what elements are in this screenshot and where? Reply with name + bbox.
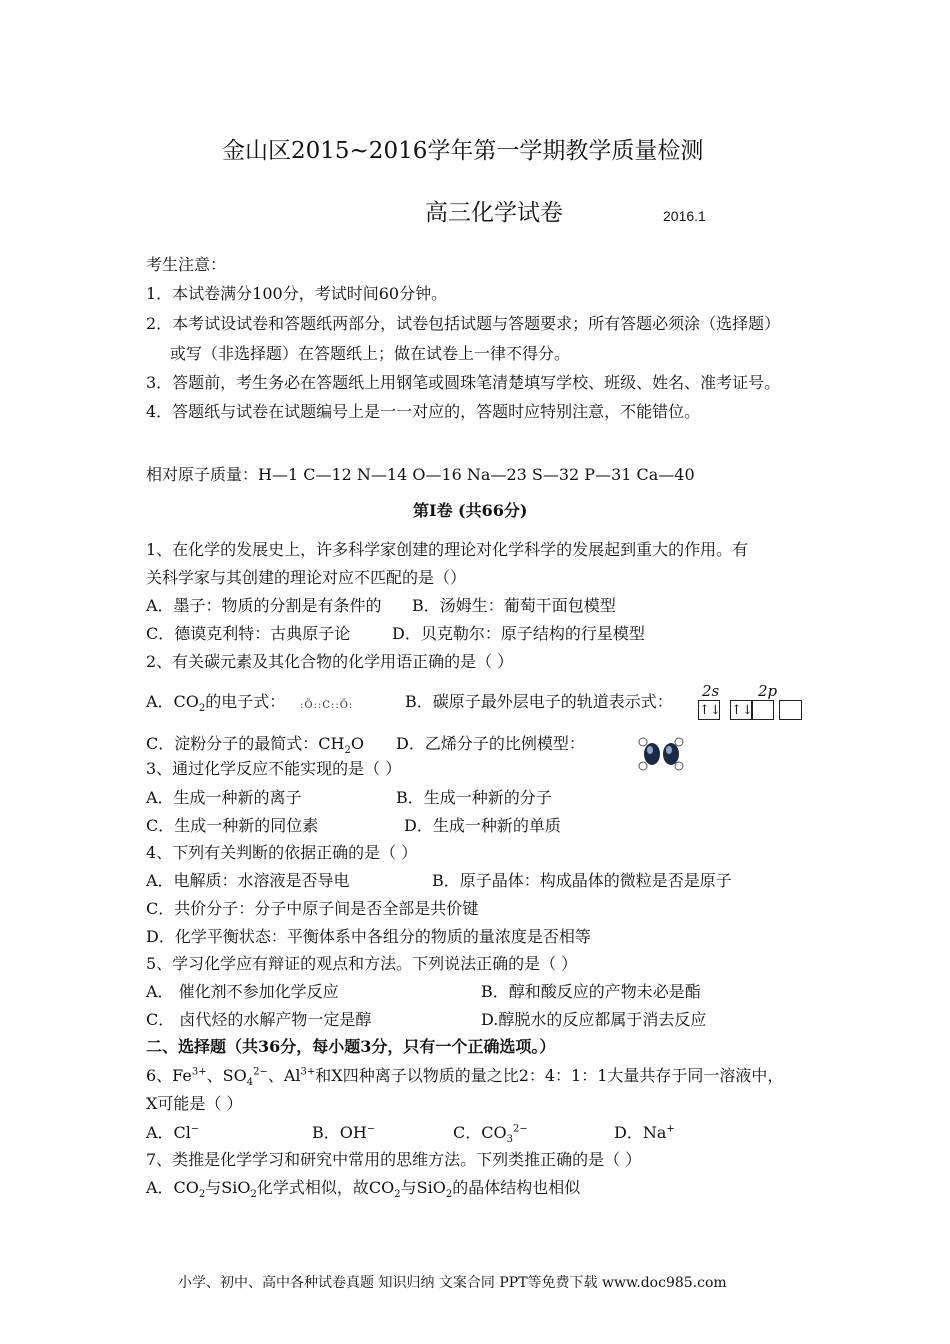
q7-a-sub3: 2 [394, 1189, 401, 1201]
q7-stem: 7、类推是化学学习和研究中常用的思维方法。下列类推正确的是（ ） [146, 1150, 642, 1169]
orbital-2p-box-3 [779, 700, 802, 720]
q7-a-part2: 与SiO [205, 1178, 251, 1197]
q6-option-c [453, 1122, 528, 1144]
q5-stem: 5、学习化学应有辩证的观点和方法。下列说法正确的是（ ） [146, 954, 578, 973]
q7-option-a [146, 1177, 580, 1199]
q5-option-c: C． 卤代烃的水解产物一定是醇 [146, 1010, 372, 1029]
notice-item-3: 3．答题前，考生务必在答题纸上用钢笔或圆珠笔清楚填写学校、班级、姓名、准考证号。 [146, 373, 781, 392]
q6-option-a [146, 1122, 199, 1144]
q2-option-c-pre: C．淀粉分子的最简式：CH [146, 734, 345, 753]
q6-option-b [312, 1122, 375, 1144]
q1-option-c: C．德谟克利特：古典原子论 [146, 624, 351, 643]
q2-option-c-sub: 2 [344, 745, 351, 757]
atomic-mass-line: 相对原子质量：H—1 C—12 N—14 O—16 Na—23 S—32 P—31 Ca—40 [146, 465, 695, 484]
co2-electron-formula: :Ö::C::Ö: [300, 700, 354, 711]
q2-stem: 2、有关碳元素及其化合物的化学用语正确的是（ ） [146, 652, 514, 671]
q3-option-d: D．生成一种新的单质 [404, 816, 561, 835]
q6-option-d [614, 1122, 675, 1144]
carbon-atom [644, 743, 660, 765]
q6-option-b-charge: − [366, 1123, 376, 1135]
q2-option-d: D．乙烯分子的比例模型： [396, 734, 585, 753]
carbon-highlight [647, 746, 653, 754]
q6-stem-line2: X可能是（ ） [146, 1094, 243, 1113]
q7-a-sub2: 2 [250, 1189, 257, 1201]
q6-option-d-text: D．Na [614, 1123, 667, 1142]
q1-stem-line1: 1、在化学的发展史上，许多科学家创建的理论对化学科学的发展起到重大的作用。有 [146, 540, 749, 559]
q6-stem-part1: 6、Fe [146, 1066, 192, 1085]
q7-a-part5: 的晶体结构也相似 [452, 1178, 581, 1197]
q6-option-b-text: B．OH [312, 1123, 367, 1142]
section-2-title: 二、选择题（共36分，每小题3分，只有一个正确选项。） [146, 1037, 556, 1056]
q5-option-d: D.醇脱水的反应都属于消去反应 [481, 1010, 707, 1029]
orbital-label-2s: 2s [702, 682, 720, 700]
q6-option-d-charge: + [666, 1123, 675, 1135]
orbital-2s-box: ↑↓ [698, 700, 720, 720]
q1-stem-line2: 关科学家与其创建的理论对应不匹配的是（） [146, 568, 467, 587]
q4-option-b: B．原子晶体：构成晶体的微粒是否是原子 [432, 871, 732, 890]
q6-so4-sub: 4 [246, 1077, 254, 1089]
q6-option-a-text: A．Cl [146, 1123, 191, 1142]
orbital-label-2p: 2p [758, 682, 778, 700]
q2-option-c [146, 733, 364, 755]
q6-option-c-text: C．CO [453, 1123, 507, 1142]
q1-option-d: D．贝克勒尔：原子结构的行星模型 [392, 624, 645, 643]
q1-option-a: A．墨子：物质的分割是有条件的 [146, 596, 382, 615]
carbon-atom [663, 743, 679, 765]
hydrogen-atom [675, 738, 683, 746]
notice-heading: 考生注意： [146, 255, 227, 274]
q7-a-part3: 化学式相似，故CO [256, 1178, 395, 1197]
notice-item-1: 1．本试卷满分100分，考试时间60分钟。 [146, 284, 448, 303]
q2-option-c-post: O [350, 734, 364, 753]
exam-date: 2016.1 [663, 208, 706, 224]
q4-option-c: C．共价分子：分子中原子间是否全部是共价键 [146, 899, 479, 918]
q6-stem-part4: 和X四种离子以物质的量之比2：4：1：1大量共存于同一溶液中， [315, 1066, 784, 1085]
q7-a-part1: A．CO [146, 1178, 199, 1197]
q6-option-a-charge: − [190, 1123, 200, 1135]
q6-so4-charge: 2− [253, 1066, 268, 1078]
q2-option-a [146, 691, 285, 713]
q7-a-part4: 与SiO [400, 1178, 446, 1197]
q6-al-charge: 3+ [300, 1066, 316, 1078]
exam-subtitle: 高三化学试卷 [425, 200, 563, 226]
q3-stem: 3、通过化学反应不能实现的是（ ） [146, 759, 402, 778]
q2-option-b: B．碳原子最外层电子的轨道表示式： [405, 692, 673, 711]
q2-option-a-pre: A．CO [146, 692, 199, 711]
section-1-title: 第Ⅰ卷 (共66分) [413, 501, 528, 520]
ethylene-space-filling-model [634, 734, 686, 774]
q6-stem-part3: 、Al [267, 1066, 301, 1085]
q6-stem-part2: 、SO [206, 1066, 247, 1085]
q4-option-a: A．电解质：水溶液是否导电 [146, 871, 350, 890]
q2-option-a-post: 的电子式： [205, 692, 286, 711]
q4-option-d: D．化学平衡状态：平衡体系中各组分的物质的量浓度是否相等 [146, 927, 591, 946]
notice-item-2-cont: 或写（非选择题）在答题纸上；做在试卷上一律不得分。 [170, 344, 571, 363]
q5-option-a: A． 催化剂不参加化学反应 [146, 982, 339, 1001]
q3-option-b: B．生成一种新的分子 [396, 788, 552, 807]
exam-title: 金山区2015~2016学年第一学期教学质量检测 [222, 138, 704, 164]
hydrogen-atom [639, 738, 647, 746]
hydrogen-atom [675, 762, 683, 770]
notice-item-2: 2．本考试设试卷和答题纸两部分，试卷包括试题与答题要求；所有答题必须涂（选择题） [146, 314, 781, 333]
q3-option-a: A．生成一种新的离子 [146, 788, 302, 807]
q3-option-c: C．生成一种新的同位素 [146, 816, 319, 835]
q7-a-sub1: 2 [198, 1189, 206, 1201]
q1-option-b: B．汤姆生：葡萄干面包模型 [412, 596, 616, 615]
q6-option-c-charge: 2− [512, 1123, 528, 1135]
hydrogen-atom [639, 762, 647, 770]
orbital-2p-box-2 [752, 700, 774, 720]
carbon-highlight [666, 746, 672, 754]
q6-fe-charge: 3+ [191, 1066, 207, 1078]
q6-option-c-sub: 3 [506, 1134, 513, 1146]
page-footer: 小学、初中、高中各种试卷真题 知识归纳 文案合同 PPT等免费下载 www.doc985.com [178, 1275, 727, 1291]
q4-stem: 4、下列有关判断的依据正确的是（ ） [146, 843, 418, 862]
q7-a-sub4: 2 [445, 1189, 453, 1201]
q6-stem [146, 1065, 783, 1087]
q2-option-a-sub: 2 [198, 703, 206, 715]
q5-option-b: B．醇和酸反应的产物未必是酯 [481, 982, 701, 1001]
orbital-2p-box-1: ↑↓ [730, 700, 752, 720]
notice-item-4: 4．答题纸与试卷在试题编号上是一一对应的，答题时应特别注意，不能错位。 [146, 402, 701, 421]
